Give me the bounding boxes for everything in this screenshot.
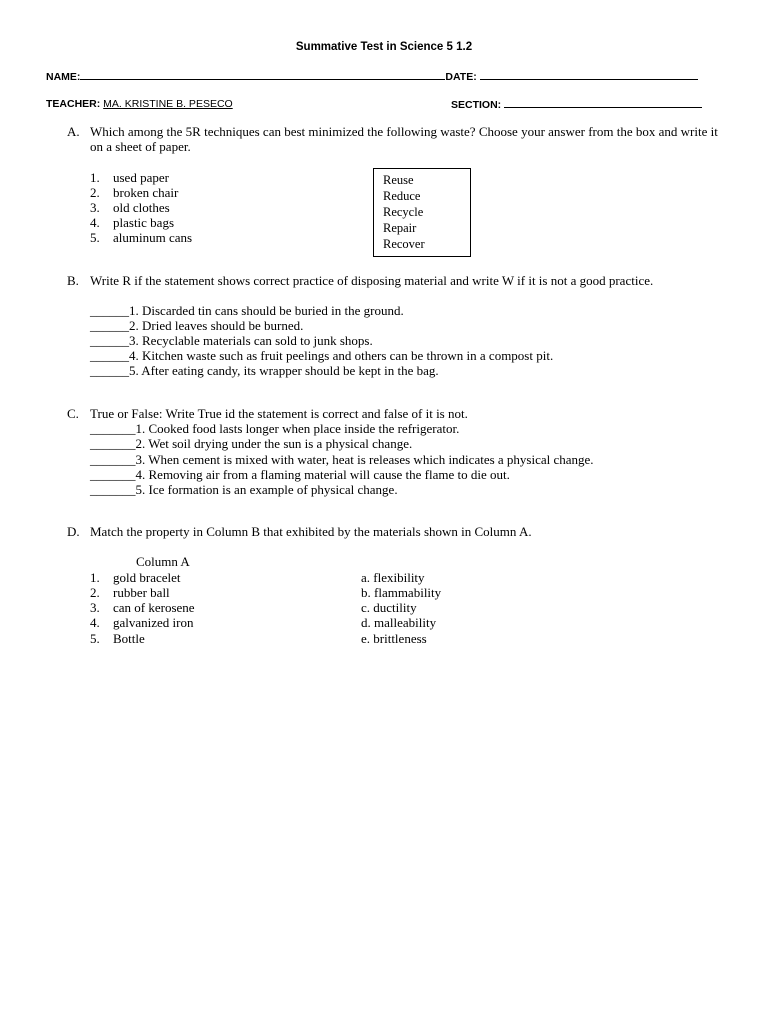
item-number: 4. (90, 615, 100, 630)
part-d-letter: D. (67, 524, 80, 539)
column-b-item: d. malleability (361, 615, 437, 630)
item-text: old clothes (113, 200, 170, 215)
statement-item: _______2. Wet soil drying under the sun is a physical change. (90, 436, 413, 451)
item-text: can of kerosene (113, 600, 195, 615)
part-d-text: Match the property in Column B that exhibited by the materials shown in Column A. (90, 524, 532, 539)
item-number: 3. (90, 600, 100, 615)
item-number: 5. (90, 631, 100, 646)
choice-item: Reuse (383, 173, 414, 187)
item-number: 5. (90, 230, 100, 245)
column-b-item: a. flexibility (361, 570, 425, 585)
item-number: 2. (90, 585, 100, 600)
statement-item: ______2. Dried leaves should be burned. (90, 318, 304, 333)
item-text: Bottle (113, 631, 145, 646)
name-label: NAME: (46, 71, 81, 83)
choice-item: Reduce (383, 189, 421, 203)
item-text: aluminum cans (113, 230, 193, 245)
item-text: used paper (113, 170, 169, 185)
choice-item: Recycle (383, 205, 424, 219)
teacher-label: TEACHER: (46, 98, 101, 110)
item-number: 2. (90, 185, 100, 200)
statement-item: ______4. Kitchen waste such as fruit peelings and others can be thrown in a compost pit. (90, 348, 554, 363)
teacher-name: MA. KRISTINE B. PESECO (103, 98, 233, 110)
name-blank[interactable] (80, 70, 445, 80)
statement-item: ______5. After eating candy, its wrapper should be kept in the bag. (90, 363, 439, 378)
part-b-text: Write R if the statement shows correct practice of disposing material and write W if it is not a good practice. (90, 273, 654, 288)
date-label: DATE: (445, 71, 477, 83)
column-b-item: b. flammability (361, 585, 442, 600)
item-text: plastic bags (113, 215, 175, 230)
item-text: galvanized iron (113, 615, 194, 630)
item-number: 1. (90, 170, 100, 185)
item-text: gold bracelet (113, 570, 181, 585)
section-blank[interactable] (504, 98, 702, 108)
section-row (451, 98, 702, 111)
item-text: broken chair (113, 185, 179, 200)
page-title: Summative Test in Science 5 1.2 (295, 41, 473, 53)
statement-item: ______3. Recyclable materials can sold to junk shops. (90, 333, 373, 348)
section-label: SECTION: (451, 99, 502, 111)
item-number: 3. (90, 200, 100, 215)
choices-box (373, 168, 471, 257)
choice-item: Recover (383, 237, 425, 251)
part-c-letter: C. (67, 406, 79, 421)
part-c-text: True or False: Write True id the statement is correct and false of it is not. (90, 406, 468, 421)
statement-item: _______3. When cement is mixed with water, heat is releases which indicates a physical change. (90, 452, 594, 467)
teacher-row (46, 98, 233, 110)
part-a-text: Which among the 5R techniques can best minimized the following waste? Choose your answer from the box and write it on a sheet of paper. (90, 124, 718, 154)
column-a-header: Column A (136, 554, 190, 569)
part-a-letter: A. (67, 124, 80, 139)
column-b-item: e. brittleness (361, 631, 427, 646)
statement-item: ______1. Discarded tin cans should be buried in the ground. (90, 303, 404, 318)
item-number: 1. (90, 570, 100, 585)
item-number: 4. (90, 215, 100, 230)
choice-item: Repair (383, 221, 417, 235)
statement-item: _______4. Removing air from a flaming material will cause the flame to die out. (90, 467, 510, 482)
statement-item: _______1. Cooked food lasts longer when place inside the refrigerator. (90, 421, 460, 436)
column-b-item: c. ductility (361, 600, 417, 615)
part-b-letter: B. (67, 273, 79, 288)
item-text: rubber ball (113, 585, 170, 600)
name-row (46, 70, 698, 83)
date-blank[interactable] (480, 70, 698, 80)
statement-item: _______5. Ice formation is an example of physical change. (90, 482, 398, 497)
